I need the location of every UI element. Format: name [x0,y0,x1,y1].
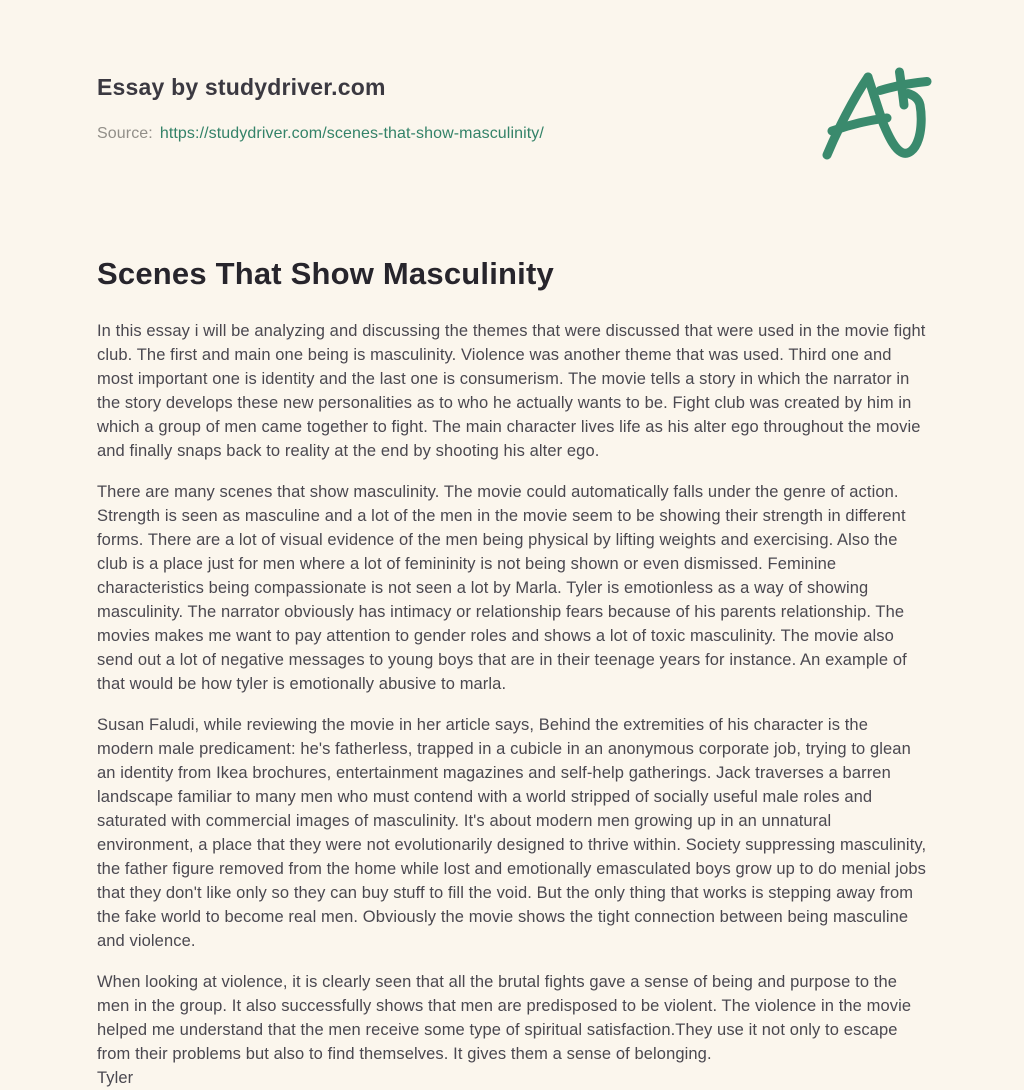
source-label: Source: [97,125,153,142]
essay-paragraph-4 [97,970,929,1090]
essay-title: Scenes That Show Masculinity [97,256,554,291]
essay-paragraph-4-continuation: Tyler [97,1069,134,1088]
source-link[interactable]: https://studydriver.com/scenes-that-show-masculinity/ [159,125,544,142]
source-row [97,125,929,143]
essay-paragraph-1: In this essay i will be analyzing and discussing the themes that were discussed that were used in the movie fight club. The first and main one being is masculinity. Violence was another theme that was used. Third one and most important one is identity and the last one is consumerism. The movie tells a story in which the narrator in the story develops these new personalities as to who he actually wants to be. Fight club was created by him in which a group of men came together to fight. The main character lives life as his alter ego throughout the movie and finally snaps back to reality at the end by shooting his alter ego. [97,322,926,461]
essay-paragraph-3: Susan Faludi, while reviewing the movie in her article says, Behind the extremities of his character is the modern male predicament: he's fatherless, trapped in a cubicle in an anonymous corporate job, trying to glean an identity from Ikea brochures, entertainment magazines and self-help gatherings. Jack traverses a barren landscape familiar to many men who must contend with a world stripped of socially useful male roles and saturated with commercial images of masculinity. It's about modern men growing up in an unnatural environment, a place that they were not evolutionarily designed to thrive within. Society suppressing masculinity, the father figure removed from the home while lost and emotionally emasculated boys grow up to do menial jobs that they don't like only so they can buy stuff to fill the void. But the only thing that works is stepping away from the fake world to become real men. Obviously the movie shows the tight connection between being masculine and violence. [97,716,927,951]
essay-paragraph-2: There are many scenes that show masculinity. The movie could automatically falls under the genre of action. Strength is seen as masculine and a lot of the men in the movie seem to be showing their strength in different forms. There are a lot of visual evidence of the men being physical by lifting weights and exercising. Also the club is a place just for men where a lot of femininity is not being shown or even dismissed. Feminine characteristics being compassionate is not seen a lot by Marla. Tyler is emotionless as a way of showing masculinity. The narrator obviously has intimacy or relationship fears because of his parents relationship. The movies makes me want to pay attention to gender roles and shows a lot of toxic masculinity. The movie also send out a lot of negative messages to young boys that are in their teenage years for instance. An example of that would be how tyler is emotionally abusive to marla. [97,483,907,694]
essay-byline: Essay by studydriver.com [97,74,386,100]
essay-body [97,255,929,1090]
a-plus-logo-icon [815,55,965,170]
essay-paragraph-4-text: When looking at violence, it is clearly seen that all the brutal fights gave a sense of being and purpose to the men in the group. It also successfully shows that men are predisposed to be violent. The violence in the movie helped me understand that the men receive some type of spiritual satisfaction.They use it not only to escape from their problems but also to find themselves. It gives them a sense of belonging. [97,973,912,1064]
page-header [97,74,929,143]
